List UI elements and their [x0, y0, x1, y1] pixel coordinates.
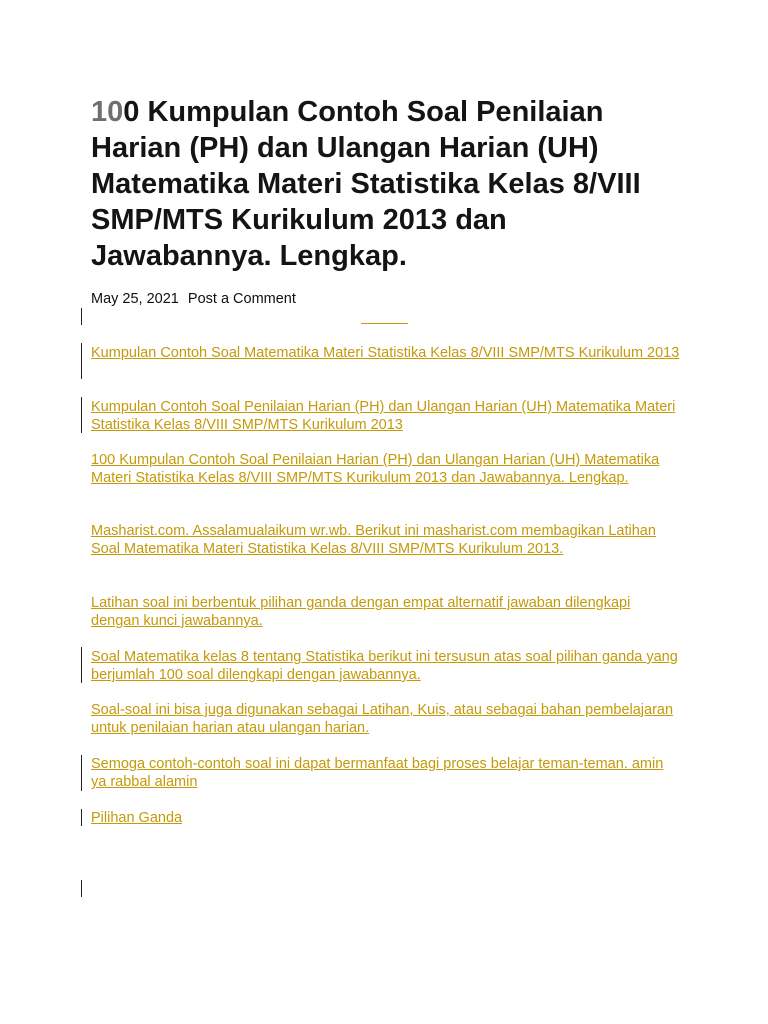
paragraph-link-6[interactable]: Soal Matematika kelas 8 tentang Statistika berikut ini tersusun atas soal pilihan ganda yang berjumlah 100 soal dilengkapi dengan jawabannya.: [91, 649, 678, 683]
center-link[interactable]: [361, 314, 408, 324]
paragraph-link-2[interactable]: Kumpulan Contoh Soal Penilaian Harian (PH) dan Ulangan Harian (UH) Matematika Materi Statistika Kelas 8/VIII SMP/MTS Kurikulum 2013: [91, 399, 676, 433]
paragraph-link-7[interactable]: Soal-soal ini bisa juga digunakan sebagai Latihan, Kuis, atau sebagai bahan pembelajaran untuk penilaian harian atau ulangan harian.: [91, 702, 674, 736]
post-meta: [91, 290, 296, 308]
paragraph-link-4[interactable]: Masharist.com. Assalamualaikum wr.wb. Berikut ini masharist.com membagikan Latihan Soal Matematika Materi Statistika Kelas 8/VIII SMP/MTS Kurikulum 2013.: [91, 523, 656, 557]
post-date: May 25, 2021: [91, 291, 179, 307]
paragraph-link-3[interactable]: 100 Kumpulan Contoh Soal Penilaian Harian (PH) dan Ulangan Harian (UH) Matematika Materi Statistika Kelas 8/VIII SMP/MTS Kurikulum 2013 dan Jawabannya. Lengkap.: [91, 452, 660, 486]
margin-marker: [81, 755, 82, 791]
margin-marker: [81, 880, 82, 897]
article-title-prefix: 10: [91, 96, 124, 128]
article-title-text: 0 Kumpulan Contoh Soal Penilaian Harian (PH) dan Ulangan Harian (UH) Matematika Materi Statistika Kelas 8/VIII SMP/MTS Kurikulum 2013 dan Jawabannya. Lengkap.: [91, 96, 641, 272]
margin-marker: [81, 308, 82, 325]
paragraph-link-8[interactable]: Semoga contoh-contoh soal ini dapat bermanfaat bagi proses belajar teman-teman. amin ya rabbal alamin: [91, 756, 664, 790]
paragraph-link-5[interactable]: Latihan soal ini berbentuk pilihan ganda dengan empat alternatif jawaban dilengkapi dengan kunci jawabannya.: [91, 595, 631, 629]
margin-marker: [81, 809, 82, 826]
margin-marker: [81, 343, 82, 379]
margin-marker: [81, 647, 82, 683]
post-comment-link[interactable]: Post a Comment: [187, 291, 296, 307]
paragraph-link-1[interactable]: Kumpulan Contoh Soal Matematika Materi Statistika Kelas 8/VIII SMP/MTS Kurikulum 2013: [91, 345, 680, 361]
article-title: [91, 94, 691, 274]
paragraph-link-9[interactable]: Pilihan Ganda: [91, 810, 183, 826]
margin-marker: [81, 397, 82, 433]
